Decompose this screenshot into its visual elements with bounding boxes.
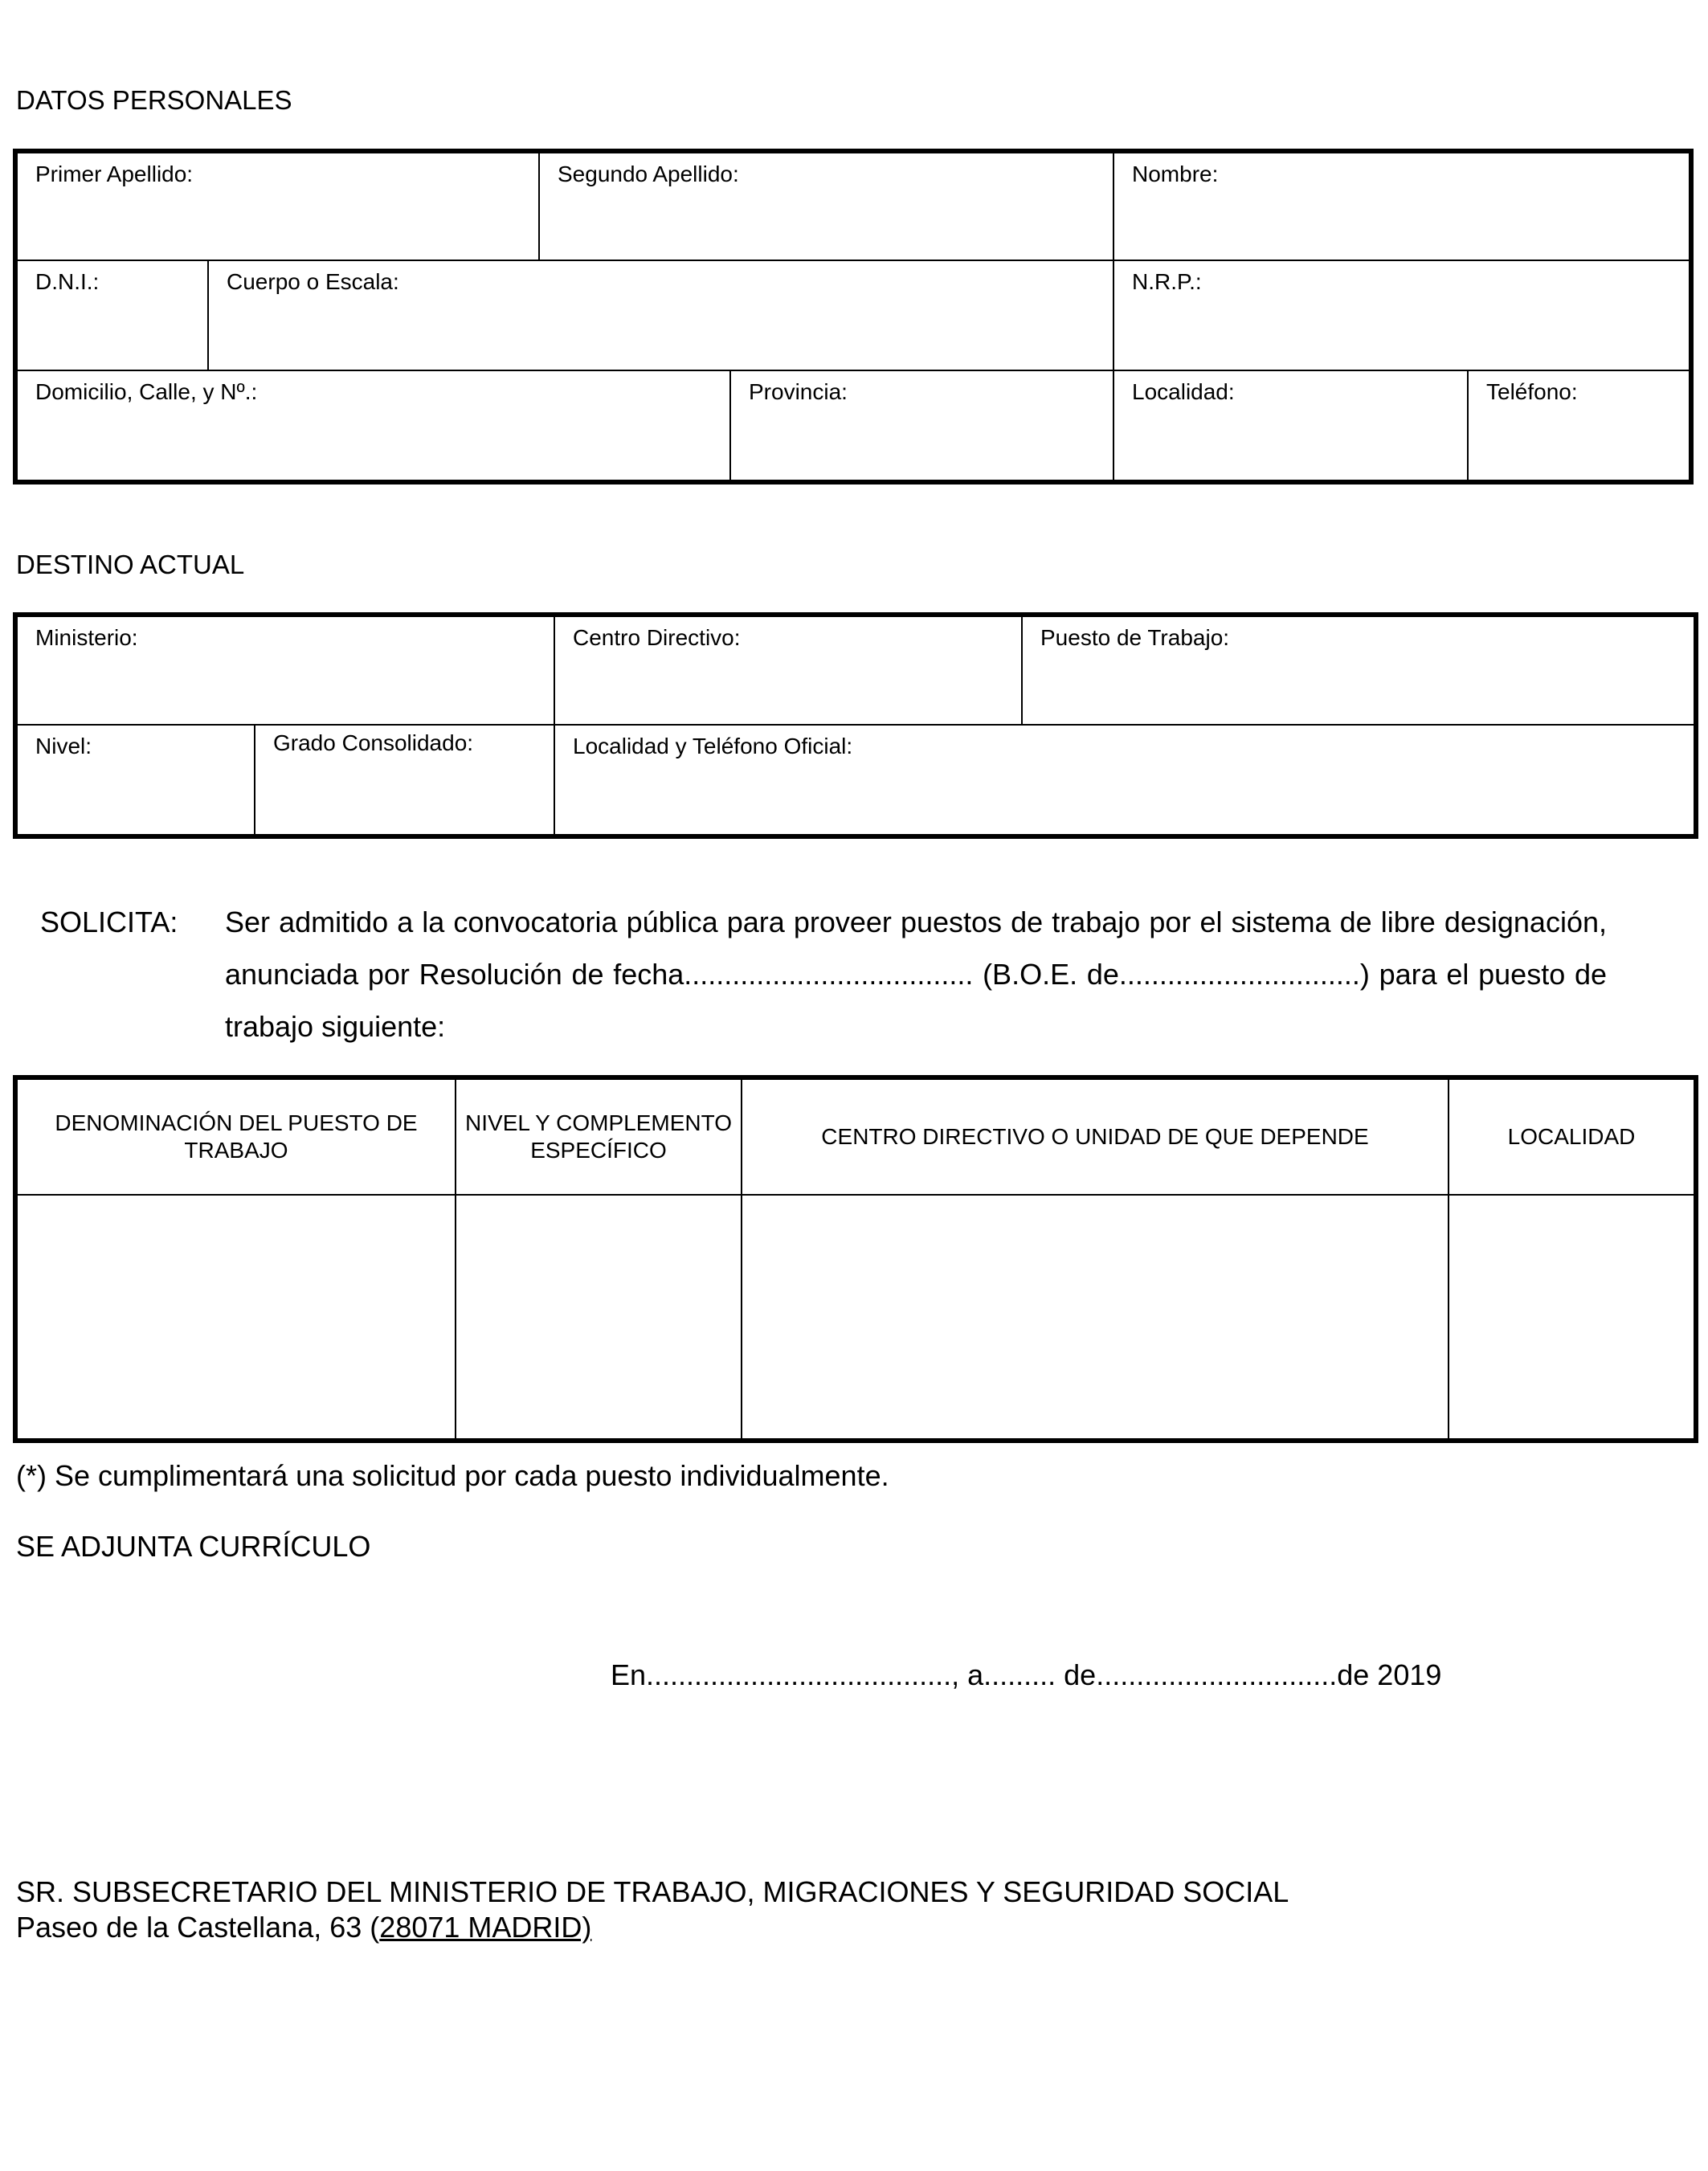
header-denominacion: DENOMINACIÓN DEL PUESTO DE TRABAJO (15, 1077, 456, 1195)
direccion-texto: Paseo de la Castellana, 63 ( (16, 1911, 380, 1944)
centro-directivo-cell[interactable] (742, 1195, 1449, 1441)
puesto-trabajo-label: Puesto de Trabajo: (1040, 625, 1230, 650)
provincia-field[interactable] (730, 370, 1113, 482)
localidad-telefono-label: Localidad y Teléfono Oficial: (573, 734, 853, 758)
centro-directivo-label: Centro Directivo: (573, 625, 741, 650)
destino-actual-form (13, 612, 1698, 839)
centro-directivo-field[interactable] (554, 615, 1022, 725)
header-nivel-complemento: NIVEL Y COMPLEMENTO ESPECÍFICO (456, 1077, 742, 1195)
nivel-field[interactable] (15, 725, 255, 836)
provincia-label: Provincia: (749, 379, 848, 404)
datos-personales-form (13, 149, 1694, 484)
header-centro-directivo: CENTRO DIRECTIVO O UNIDAD DE QUE DEPENDE (742, 1077, 1449, 1195)
cuerpo-escala-field[interactable] (208, 260, 1113, 370)
nivel-label: Nivel: (35, 734, 92, 758)
destinatario-direccion (16, 1910, 591, 1945)
localidad-cell[interactable] (1449, 1195, 1696, 1441)
localidad-telefono-field[interactable] (554, 725, 1696, 836)
destinatario-linea-1: SR. SUBSECRETARIO DEL MINISTERIO DE TRABAJO, MIGRACIONES Y SEGURIDAD SOCIAL (16, 1875, 1289, 1908)
domicilio-label: Domicilio, Calle, y Nº.: (35, 379, 258, 404)
primer-apellido-label: Primer Apellido: (35, 161, 194, 186)
segundo-apellido-label: Segundo Apellido: (558, 161, 739, 186)
grado-consolidado-label: Grado Consolidado: (273, 730, 474, 755)
solicita-text: Ser admitido a la convocatoria pública para proveer puestos de trabajo por el sistema de libre designación, anunciada por Resolución de fecha.................................... (B.O.E. de..............................) para el puesto de trabajo siguiente: (225, 906, 1607, 1043)
primer-apellido-field[interactable] (15, 151, 539, 260)
localidad-field[interactable] (1113, 370, 1468, 482)
localidad-label: Localidad: (1132, 379, 1235, 404)
dni-label: D.N.I.: (35, 269, 100, 294)
telefono-field[interactable] (1468, 370, 1691, 482)
puesto-solicitado-table (13, 1075, 1698, 1443)
telefono-label: Teléfono: (1486, 379, 1578, 404)
fecha-lugar-line: En......................................, a......... de..............................de 2019 (611, 1658, 1442, 1691)
nrp-label: N.R.P.: (1132, 269, 1202, 294)
ministerio-field[interactable] (15, 615, 554, 725)
destino-actual-title: DESTINO ACTUAL (16, 550, 245, 579)
cuerpo-escala-label: Cuerpo o Escala: (227, 269, 399, 294)
nivel-complemento-cell[interactable] (456, 1195, 742, 1441)
domicilio-field[interactable] (15, 370, 730, 482)
nota-solicitud: (*) Se cumplimentará una solicitud por cada puesto individualmente. (16, 1459, 889, 1492)
nombre-label: Nombre: (1132, 161, 1219, 186)
header-localidad: LOCALIDAD (1449, 1077, 1696, 1195)
grado-consolidado-field[interactable] (255, 725, 554, 836)
nrp-field[interactable] (1113, 260, 1691, 370)
direccion-codigo-postal: 28071 MADRID) (379, 1911, 592, 1944)
solicita-label: SOLICITA: (40, 906, 178, 938)
segundo-apellido-field[interactable] (539, 151, 1113, 260)
adjunta-curriculo: SE ADJUNTA CURRÍCULO (16, 1530, 371, 1563)
denominacion-cell[interactable] (15, 1195, 456, 1441)
nombre-field[interactable] (1113, 151, 1691, 260)
ministerio-label: Ministerio: (35, 625, 138, 650)
datos-personales-title: DATOS PERSONALES (16, 85, 292, 115)
dni-field[interactable] (15, 260, 208, 370)
puesto-trabajo-field[interactable] (1022, 615, 1696, 725)
